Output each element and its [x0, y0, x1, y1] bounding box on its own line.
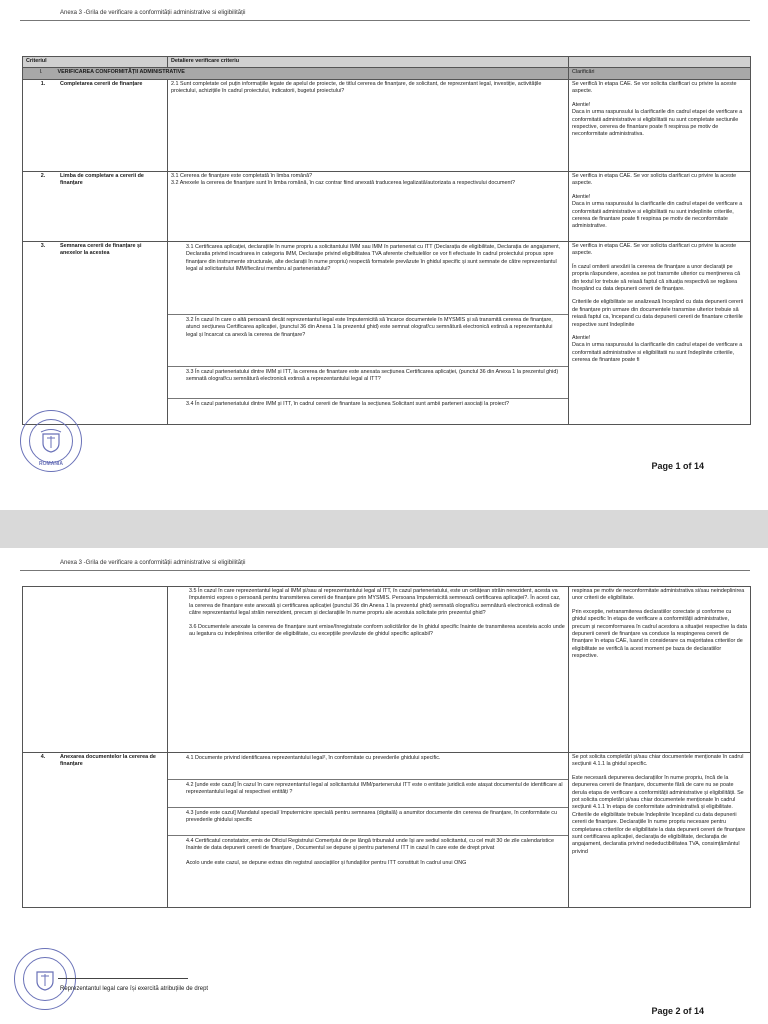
section-title: VERIFICAREA CONFORMITĂȚII ADMINISTRATIVE: [57, 69, 185, 75]
criterion-number: 4.: [40, 754, 46, 760]
document-header: Anexa 3 -Grila de verificare a conformității administrative si eligibilității: [60, 560, 246, 566]
detail-text: 3.1 Cererea de finanțare este completată în limba română? 3.2 Anexele la cererea de finanțare sunt în limba română, în caz contrar fiind anexată traducerea legalizată/autorizata a respectivului document?: [171, 173, 516, 187]
coat-of-arms-icon: [32, 966, 58, 992]
clarif-text: Prin exceptie, netransmiterea declaratiilor corectate și conforme cu ghidul specific în etapa de verificare a conformității administrative, precum și necomformarea în cadrul acestora a situației respective la data depunerii cererii de finanțare va conduce la respingerea cererii de finanțare în etapa CAE, luand in considerare ca majoritatea criteriilor de eligibilitate se verifică la acest moment pe baza de declaratiilor respective.: [572, 608, 747, 660]
clarif-text: Se verifica in etapa CAE. Se vor solicita clarificari cu privire la aceste aspecte.: [572, 243, 737, 257]
detail-text: 4.1 Documente privind identificarea reprezentantului legal², în conformitate cu prevederile ghidului specific.: [186, 755, 441, 761]
detail-text: 3.6 Documentele anexate la cererea de finanțare sunt emise/înregistrate conform solicitărilor de în ghidul specific înainte de transmiterea acesteia acolo unde au legatura cu indeplinirea criteriilor de eligibilitate, cu excepțiile prevăzute de ghidul specific aplicabil?: [189, 623, 565, 638]
section-clarif-label: Clarificări: [569, 68, 751, 80]
table-row: [23, 172, 751, 242]
page-1: [0, 0, 768, 510]
table-row: [23, 753, 751, 908]
clarif-text: Este necesară depunerea declarațiilor în nume propriu, încă de la depunerea cererii de finanțare, documente fără de care nu se poate derula etapa de verificare a conformității administrative și eligibilității. Se pot solicita completări și/sau chiar documentele menționate în cadrul secțiunii 4.1.1 în etapa de conformitate administrativă și eligibilitate. Criteriile de eligibilitate trebuie îndeplinite începând cu data depunerii cererii de finanțare. Declarațiile în nume propriu necesare pentru completarea criteriilor de eligibilitate la data depunerii cererii de finanțare sunt certificarea aplicației, declarația de eligibilitate, declarația de angajament, declaratia privind nedeductibilitatea TVA, consimțământul privind: [572, 774, 746, 855]
table-row: [23, 587, 751, 753]
detail-text: 3.3 În cazul parteneriatului dintre IMM și ITT, la cererea de finantare este anexata secțiunea Certificarea aplicației, (punctul 36 din Anexa 1 la prezentul ghid) semnată olograf/cu semnătură electronică extinsă a reprezentantului legal al ITT?: [168, 366, 568, 398]
detail-text: 3.4 În cazul parteneriatului dintre IMM și ITT, în cadrul cererii de finantare la secțiunea Solicitant sunt ambii parteneri asociați la proiect?: [168, 398, 568, 410]
table-row: [23, 242, 751, 425]
table-header-row: [23, 57, 751, 68]
criterion-title: Semnarea cererii de finanțare și anexelor la acestea: [60, 243, 142, 257]
detail-text: 4.2 [unde este cazul] În cazul în care reprezentantul legal al solicitantului IMM/partenerului ITT este o entitate juridică este atașat documentul de identificare al reprezentantului legal al respectivei entități ?: [168, 779, 568, 807]
section-row: [23, 68, 751, 80]
criterion-title: Limba de completare a cererii de finanțare: [60, 173, 144, 187]
page-number: Page 1 of 14: [651, 461, 704, 471]
signature-line: [58, 978, 188, 979]
clarif-text: Atentie! Daca in urma raspunsului la clarificarile din cadrul etapei de verificare a conformitatii administrative si eligibilitatii nu sunt completate sectiunile respective, cererea de finantare poate fi respinsa pe motiv de neconformitate administrativa.: [572, 101, 743, 138]
criterion-title: Completarea cererii de finanțare: [60, 81, 143, 87]
clarif-text: respinsa pe motiv de neconformitate administrativa si/sau neindeplinirea unor criterii de eligibilitate.: [572, 588, 745, 602]
clarif-text: Se verifica in etapa CAE. Se vor solicita clarificari cu privire la aceste aspecte.: [572, 173, 737, 187]
section-number: I.: [39, 69, 43, 75]
page-2: [0, 548, 768, 1024]
stamp-label: ROMANIA: [39, 461, 63, 467]
official-stamp: [14, 948, 76, 1010]
page-gap: [0, 510, 768, 548]
clarif-text: Criteriile de eligibilitate se analizează începând cu data depunerii cererii de finanțare prin urmare din documentele transmise ulterior trebuie să reiasă faptul ca, începand cu data depunerii cererii de finantare criteriile respective sunt îndeplinite: [572, 299, 744, 328]
detail-text: 3.2 În cazul în care o altă persoană decât reprezentantul legal este împuternicită să încarce documentele în MYSMIS și să transmită cererea de finanțare, atunci secțiunea Certificarea aplicației, (punctul 36 din Anexa 1 la prezentul ghid) este semnat olograf/cu semnătură electronică extinsă a reprezentantului legal și încarcat ca anexă la cererea de finanțare?: [168, 314, 568, 366]
detail-text: 3.1 Certificarea aplicației, declarațiile în nume propriu a solicitantului IMM sau IMM în parteneriat cu ITT (Declarația de eligibilitate, Declarația de angajament, Declaratia privind incadrarea in categoria IMM, Declarație privind eligibilitatea TVA aferente cheltuielilor ce vor fi efectuate în cadrul proiectului propus spre finanțare din instrumente structurale, alte declarații în nume propriu) respectă formatele prevăzute în ghidul specific și sunt semnate de către reprezentantul legal al solicitantului IMM/fiecărui membru al parteneriatului?: [186, 244, 561, 273]
header-rule: [20, 570, 750, 571]
table-row: [23, 80, 751, 172]
institution-seal-icon: [29, 419, 73, 463]
detail-text: 4.3 [unde este cazul] Mandatul special/ împuternicire specială pentru semnarea (digitală) a anumitor documente din cererea de finanțare, în conformitate cu prevederile ghidului specific: [168, 807, 568, 835]
institution-seal-icon: [23, 957, 67, 1001]
criterion-number: 1.: [40, 81, 46, 87]
official-stamp: [20, 410, 82, 472]
clarif-text: Atentie! Daca in urma raspunsului la clarificarile din cadrul etapei de verificare a conformitatii administrative si eligibilitatii nu sunt indeplinite criteriile, cererea de finantare poate fi respinsa pe motiv de neconformitate administrative.: [572, 193, 743, 230]
criterion-number: 3.: [40, 243, 46, 249]
coat-of-arms-icon: [38, 428, 64, 454]
verification-table-continued: [22, 586, 751, 908]
document-header: Anexa 3 -Grila de verificare a conformității administrative si eligibilității: [60, 10, 246, 16]
clarif-text: Se pot solicita completări și/sau chiar documentele menționate în cadrul secțiunii 4.1.1 la ghidul specific.: [572, 754, 744, 768]
clarif-text: Se verifică în etapa CAE. Se vor solicita clarificari cu privire la aceste aspecte.: [572, 81, 737, 95]
page-number: Page 2 of 14: [651, 1006, 704, 1016]
detail-text: 2.1 Sunt completate cel puțin informațiile legate de apelul de proiecte, de titlul cererea de finanțare, de solicitant, de reprezentant legal, investiție, activitățile proiectului, achizițiile în cadrul proiectului, indicatorii, bugetul proiectului?: [171, 81, 542, 95]
verification-table: [22, 56, 751, 425]
signature-caption: Reprezentantul legal care își exercită atribuțiile de drept: [60, 986, 209, 992]
col-detaliere: Detaliere verificare criteriu: [168, 57, 569, 68]
criterion-title: Anexarea documentelor la cererea de finanțare: [60, 754, 156, 768]
detail-text: 3.5 În cazul în care reprezentantul legal al IMM și/sau al reprezentantului legal al ITT, în cazul parteneriatului, este un cetățean străin nerezident, acesta va împuternici expres o persoană pentru transmiterea cererii de finanțare prin MYSMIS. Persoana împuternicită semnează certificarea aplicației?. În acest caz, la cererea de finanțare este anexată și certificarea aplicației (punctul 36 din Anexa 1 la prezentul ghid) semnată olograf/cu semnătură electronică extinsă de către reprezentantul legal străin nerezident, precum și declarațiile în nume propriu ale acestuia solicitate prin prezentul ghid?: [189, 588, 561, 617]
clarif-text: Atentie! Daca in urma raspunsului la clarificarile din cadrul etapei de verificare a conformitatii administrative si eligibilitatii nu sunt îndeplinite criteriile, cererea de finantare poate fi: [572, 335, 743, 364]
detail-text: 4.4 Certificatul constatator, emis de Oficiul Registrului Comerțului de pe lângă tribunalul unde își are sediul solicitantul, cu cel mult 30 de zile calendaristice înainte de data depunerii cererii de finanțare , Documentul se depune și pentru partenerul ITT in cazul în care este de drept privat Acolo unde este cazul, se depune extras din registrul asociațiilor și fundațiilor pentru ITT constituit în cadrul unui ONG: [168, 835, 568, 870]
clarif-text: În cazul omiterii anexării la cererea de finanțare a unor declarații pe propria răspundere, acestea se pot transmite ulterior cu menținerea că din textul lor trebuie să reiasă faptul că situația respectivă se regăsea începând cu data depunerii cererii de finanțare.: [572, 263, 741, 293]
header-rule: [20, 20, 750, 21]
criterion-number: 2.: [40, 173, 46, 179]
col-criteriul: Criteriul: [23, 57, 168, 68]
